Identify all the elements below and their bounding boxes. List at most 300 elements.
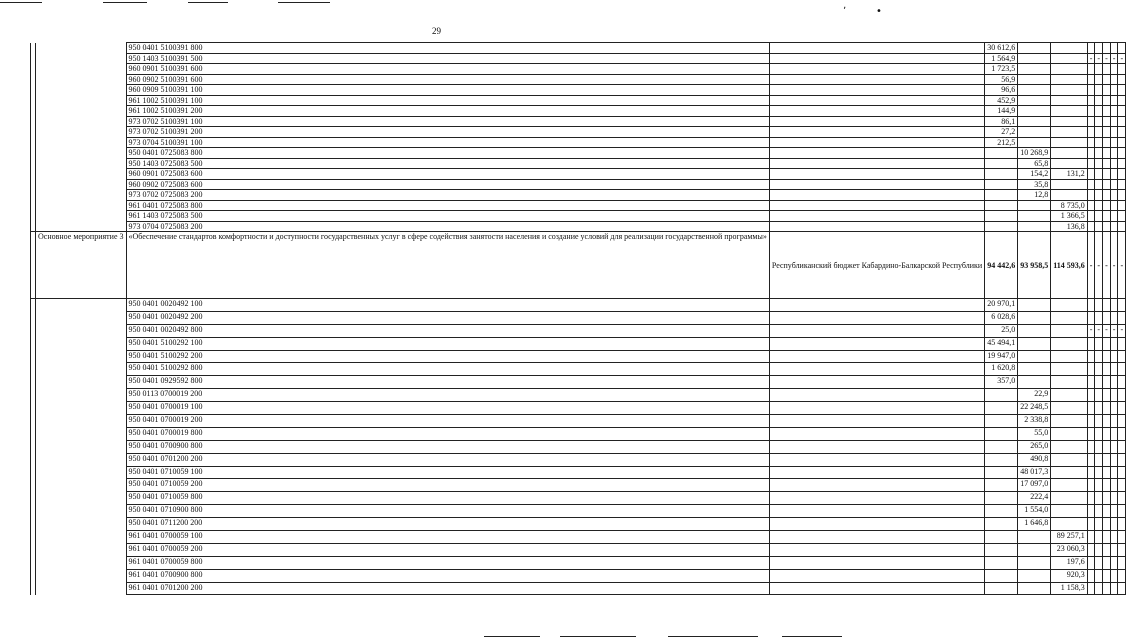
table-row — [31, 337, 1126, 350]
source-cell — [769, 169, 984, 180]
table-row — [31, 53, 1126, 64]
source-cell — [769, 569, 984, 582]
value-cell: 490,8 — [1018, 453, 1051, 466]
dash-cell — [1118, 74, 1126, 85]
source-cell — [769, 492, 984, 505]
value-cell: 1 564,9 — [985, 53, 1018, 64]
dash-cell — [1103, 148, 1111, 159]
budget-code-cell: 950 0401 0701200 200 — [126, 453, 769, 466]
dash-cell — [1103, 158, 1111, 169]
dash-cell — [1095, 453, 1103, 466]
value-cell — [1018, 64, 1051, 75]
source-cell — [769, 43, 984, 54]
source-cell — [769, 190, 984, 201]
table-row — [31, 440, 1126, 453]
dash-cell — [1118, 190, 1126, 201]
dash-cell — [1118, 492, 1126, 505]
dash-cell — [1103, 466, 1111, 479]
source-cell — [769, 479, 984, 492]
activity-label: Основное мероприятие 3 — [36, 232, 127, 299]
dash-cell — [1118, 440, 1126, 453]
table-row — [31, 427, 1126, 440]
row-spacer-cell — [36, 582, 127, 595]
budget-code-cell: 950 0401 5100391 800 — [126, 43, 769, 54]
value-cell: 1 620,8 — [985, 363, 1018, 376]
dash-cell — [1087, 543, 1095, 556]
table-row — [31, 43, 1126, 54]
dash-cell — [1103, 453, 1111, 466]
row-spacer-cell — [36, 169, 127, 180]
dash-cell — [1118, 116, 1126, 127]
value-cell: 20 970,1 — [985, 299, 1018, 312]
dash-cell — [1118, 453, 1126, 466]
value-cell: 48 017,3 — [1018, 466, 1051, 479]
value-cell — [985, 440, 1018, 453]
dash-cell — [1103, 505, 1111, 518]
value-cell: 23 060,3 — [1051, 543, 1088, 556]
table-body-bottom — [31, 299, 1126, 595]
dash-cell — [1103, 415, 1111, 428]
budget-code-cell: 961 1403 0725083 500 — [126, 211, 769, 222]
dash-cell — [1103, 299, 1111, 312]
dash-cell — [1103, 311, 1111, 324]
table-row — [31, 64, 1126, 75]
dash-cell — [1087, 453, 1095, 466]
dash-cell — [1118, 127, 1126, 138]
value-cell: 12,8 — [1018, 190, 1051, 201]
value-cell — [1018, 127, 1051, 138]
value-cell: 357,0 — [985, 376, 1018, 389]
dash-cell — [1095, 363, 1103, 376]
budget-code-cell: 961 0401 0701200 200 — [126, 582, 769, 595]
value-cell: 89 257,1 — [1051, 531, 1088, 544]
budget-code-cell: 961 0401 0700059 200 — [126, 543, 769, 556]
dash-cell — [1110, 211, 1118, 222]
dash-cell — [1087, 569, 1095, 582]
value-cell — [1051, 324, 1088, 337]
dash-cell — [1095, 85, 1103, 96]
funding-source: Республиканский бюджет Кабардино-Балкарской Республики — [769, 232, 984, 299]
table-body-activity — [31, 232, 1126, 299]
value-cell: 96,6 — [985, 85, 1018, 96]
dash-cell — [1110, 74, 1118, 85]
dash-cell — [1087, 116, 1095, 127]
value-cell: 452,9 — [985, 95, 1018, 106]
dash-cell — [1095, 427, 1103, 440]
row-spacer-cell — [36, 211, 127, 222]
dash-cell: - — [1118, 232, 1126, 299]
value-cell — [985, 492, 1018, 505]
dash-cell — [1087, 200, 1095, 211]
value-cell — [985, 179, 1018, 190]
budget-code-cell: 961 0401 0700059 800 — [126, 556, 769, 569]
source-cell — [769, 74, 984, 85]
dash-cell — [1087, 158, 1095, 169]
dash-cell — [1095, 299, 1103, 312]
dash-cell — [1095, 479, 1103, 492]
dash-cell — [1103, 337, 1111, 350]
dash-cell — [1110, 415, 1118, 428]
dash-cell — [1110, 402, 1118, 415]
source-cell — [769, 137, 984, 148]
value-cell — [1018, 350, 1051, 363]
table-row — [31, 505, 1126, 518]
value-cell — [1018, 200, 1051, 211]
table-row — [31, 531, 1126, 544]
value-cell: 8 735,0 — [1051, 200, 1088, 211]
source-cell — [769, 221, 984, 232]
dash-cell: - — [1095, 53, 1103, 64]
dash-cell — [1118, 299, 1126, 312]
dash-cell — [1118, 389, 1126, 402]
budget-code-cell: 960 0901 0725083 600 — [126, 169, 769, 180]
dash-cell — [1110, 85, 1118, 96]
value-cell: 56,9 — [985, 74, 1018, 85]
value-cell — [1051, 311, 1088, 324]
row-spacer-cell — [36, 179, 127, 190]
source-cell — [769, 95, 984, 106]
budget-code-cell: 973 0702 0725083 200 — [126, 190, 769, 201]
value-cell — [1018, 324, 1051, 337]
row-spacer-cell — [36, 389, 127, 402]
dash-cell — [1095, 582, 1103, 595]
dash-cell — [1095, 350, 1103, 363]
value-cell — [1051, 453, 1088, 466]
table-row — [31, 466, 1126, 479]
value-cell — [1018, 543, 1051, 556]
dash-cell — [1118, 106, 1126, 117]
source-cell — [769, 179, 984, 190]
value-cell — [1051, 95, 1088, 106]
value-cell: 86,1 — [985, 116, 1018, 127]
value-cell — [985, 518, 1018, 531]
dash-cell — [1118, 466, 1126, 479]
dash-cell — [1110, 582, 1118, 595]
value-cell — [1018, 337, 1051, 350]
scan-artifact-line — [484, 636, 540, 637]
dash-cell: - — [1103, 53, 1111, 64]
budget-code-cell: 950 0401 0929592 800 — [126, 376, 769, 389]
value-cell: 1 646,8 — [1018, 518, 1051, 531]
value-cell — [1051, 158, 1088, 169]
budget-code-cell: 960 0901 5100391 600 — [126, 64, 769, 75]
dash-cell — [1110, 492, 1118, 505]
row-spacer-cell — [36, 106, 127, 117]
dash-cell — [1110, 427, 1118, 440]
source-cell — [769, 556, 984, 569]
budget-code-cell: 950 0401 0020492 100 — [126, 299, 769, 312]
value-cell: 265,0 — [1018, 440, 1051, 453]
dash-cell — [1087, 479, 1095, 492]
dash-cell — [1095, 43, 1103, 54]
budget-code-cell: 950 0401 0700900 800 — [126, 440, 769, 453]
source-cell — [769, 466, 984, 479]
value-cell — [1051, 53, 1088, 64]
dash-cell — [1087, 350, 1095, 363]
budget-code-cell: 973 0702 5100391 100 — [126, 116, 769, 127]
value-cell — [1018, 95, 1051, 106]
dash-cell — [1103, 64, 1111, 75]
dash-cell — [1087, 106, 1095, 117]
row-spacer-cell — [36, 85, 127, 96]
dash-cell — [1087, 179, 1095, 190]
scan-artifact-line — [188, 2, 228, 3]
dash-cell — [1095, 127, 1103, 138]
dash-cell — [1103, 116, 1111, 127]
row-spacer-cell — [36, 53, 127, 64]
dash-cell — [1110, 158, 1118, 169]
dash-cell — [1118, 148, 1126, 159]
table-row — [31, 518, 1126, 531]
value-cell — [1018, 106, 1051, 117]
value-cell: 45 494,1 — [985, 337, 1018, 350]
table-row — [31, 299, 1126, 312]
budget-code-cell: 950 0401 0700019 100 — [126, 402, 769, 415]
dash-cell — [1095, 569, 1103, 582]
source-cell — [769, 415, 984, 428]
source-cell — [769, 148, 984, 159]
table-row — [31, 479, 1126, 492]
budget-code-cell: 973 0704 5100391 100 — [126, 137, 769, 148]
dash-cell — [1110, 376, 1118, 389]
budget-code-cell: 961 0401 0700900 800 — [126, 569, 769, 582]
dash-cell — [1110, 337, 1118, 350]
value-cell — [985, 148, 1018, 159]
value-cell — [1051, 337, 1088, 350]
dash-cell — [1103, 85, 1111, 96]
dash-cell — [1087, 427, 1095, 440]
value-cell — [1018, 531, 1051, 544]
dash-cell — [1087, 363, 1095, 376]
dash-cell — [1095, 221, 1103, 232]
dash-cell — [1103, 518, 1111, 531]
dash-cell: - — [1087, 232, 1095, 299]
value-cell — [1018, 299, 1051, 312]
row-spacer-cell — [36, 137, 127, 148]
dash-cell: - — [1118, 324, 1126, 337]
dash-cell: - — [1110, 53, 1118, 64]
value-cell — [1018, 137, 1051, 148]
value-cell — [985, 569, 1018, 582]
dash-cell — [1095, 169, 1103, 180]
dash-cell — [1118, 43, 1126, 54]
dash-cell — [1103, 479, 1111, 492]
dash-cell — [1087, 492, 1095, 505]
dash-cell — [1110, 556, 1118, 569]
dash-cell — [1087, 337, 1095, 350]
value-cell — [1051, 127, 1088, 138]
table-row — [31, 221, 1126, 232]
value-cell — [985, 453, 1018, 466]
dash-cell — [1110, 95, 1118, 106]
table-row — [31, 324, 1126, 337]
value-cell — [985, 190, 1018, 201]
budget-code-cell: 961 1002 5100391 100 — [126, 95, 769, 106]
value-cell: 55,0 — [1018, 427, 1051, 440]
source-cell — [769, 106, 984, 117]
table-row — [31, 453, 1126, 466]
dash-cell — [1087, 137, 1095, 148]
dash-cell — [1118, 531, 1126, 544]
dash-cell — [1095, 211, 1103, 222]
value-cell — [1018, 311, 1051, 324]
dash-cell — [1087, 505, 1095, 518]
row-spacer-cell — [36, 43, 127, 54]
value-cell: 222,4 — [1018, 492, 1051, 505]
value-cell — [1051, 427, 1088, 440]
value-cell: 10 268,9 — [1018, 148, 1051, 159]
dash-cell — [1118, 137, 1126, 148]
value-cell — [985, 200, 1018, 211]
dash-cell — [1095, 492, 1103, 505]
scan-artifact-line — [103, 2, 147, 3]
row-spacer-cell — [36, 440, 127, 453]
budget-code-cell: 950 0401 0725083 800 — [126, 148, 769, 159]
dash-cell — [1118, 337, 1126, 350]
value-cell: 22,9 — [1018, 389, 1051, 402]
dash-cell — [1118, 350, 1126, 363]
source-cell — [769, 543, 984, 556]
dash-cell: - — [1095, 324, 1103, 337]
dash-cell — [1087, 440, 1095, 453]
value-cell — [1051, 479, 1088, 492]
value-cell — [985, 169, 1018, 180]
dash-cell — [1087, 389, 1095, 402]
dash-cell — [1110, 148, 1118, 159]
scan-tick-mark: ʼ — [843, 6, 847, 17]
value-cell — [985, 402, 1018, 415]
dash-cell — [1087, 169, 1095, 180]
value-cell — [1018, 53, 1051, 64]
table-row — [31, 350, 1126, 363]
table-row — [31, 492, 1126, 505]
value-cell: 1 554,0 — [1018, 505, 1051, 518]
dash-cell — [1110, 569, 1118, 582]
source-cell — [769, 324, 984, 337]
value-cell — [1051, 350, 1088, 363]
dash-cell — [1095, 137, 1103, 148]
scan-artifact-line — [668, 636, 758, 637]
dash-cell — [1110, 505, 1118, 518]
dash-cell — [1103, 531, 1111, 544]
source-cell — [769, 402, 984, 415]
budget-code-cell: 950 0113 0700019 200 — [126, 389, 769, 402]
dash-cell — [1118, 427, 1126, 440]
dash-cell — [1110, 200, 1118, 211]
dash-cell — [1087, 85, 1095, 96]
source-cell — [769, 376, 984, 389]
source-cell — [769, 200, 984, 211]
budget-code-cell: 973 0704 0725083 200 — [126, 221, 769, 232]
table-row — [31, 582, 1126, 595]
row-spacer-cell — [36, 200, 127, 211]
source-cell — [769, 158, 984, 169]
row-spacer-cell — [36, 95, 127, 106]
source-cell — [769, 211, 984, 222]
value-cell — [985, 221, 1018, 232]
value-cell — [1018, 85, 1051, 96]
dash-cell — [1118, 200, 1126, 211]
source-cell — [769, 582, 984, 595]
row-spacer-cell — [36, 116, 127, 127]
dash-cell — [1087, 311, 1095, 324]
table-row — [31, 148, 1126, 159]
dash-cell — [1118, 569, 1126, 582]
value-cell: 144,9 — [985, 106, 1018, 117]
dash-cell — [1095, 518, 1103, 531]
source-cell — [769, 453, 984, 466]
source-cell — [769, 299, 984, 312]
dash-cell — [1087, 376, 1095, 389]
budget-code-cell: 950 0401 0020492 800 — [126, 324, 769, 337]
row-spacer-cell — [36, 127, 127, 138]
scan-artifact-line — [560, 636, 636, 637]
dash-cell: - — [1087, 324, 1095, 337]
value-cell — [985, 466, 1018, 479]
dash-cell — [1110, 179, 1118, 190]
dash-cell — [1110, 127, 1118, 138]
source-cell — [769, 350, 984, 363]
table-row — [31, 569, 1126, 582]
table-body-top — [31, 43, 1126, 232]
dash-cell — [1087, 415, 1095, 428]
table-row — [31, 106, 1126, 117]
budget-code-cell: 960 0909 5100391 100 — [126, 85, 769, 96]
dash-cell — [1103, 106, 1111, 117]
table-row — [31, 158, 1126, 169]
value-cell: 22 248,5 — [1018, 402, 1051, 415]
row-spacer-cell — [36, 479, 127, 492]
value-cell — [1051, 376, 1088, 389]
value-cell — [985, 158, 1018, 169]
dash-cell — [1110, 64, 1118, 75]
value-cell: 27,2 — [985, 127, 1018, 138]
value-cell: 1 723,5 — [985, 64, 1018, 75]
value-cell — [1051, 299, 1088, 312]
table-row — [31, 556, 1126, 569]
source-cell — [769, 427, 984, 440]
value-cell — [985, 543, 1018, 556]
activity-description: «Обеспечение стандартов комфортности и доступности государственных услуг в сфере содействия занятости населения и создание условий для реализации государственной программы» — [126, 232, 769, 299]
budget-code-cell: 961 0401 0700059 100 — [126, 531, 769, 544]
row-spacer-cell — [36, 337, 127, 350]
table-row — [31, 95, 1126, 106]
value-cell — [985, 479, 1018, 492]
dash-cell — [1095, 389, 1103, 402]
dash-cell — [1095, 64, 1103, 75]
dash-cell — [1118, 402, 1126, 415]
dash-cell — [1110, 116, 1118, 127]
dash-cell — [1087, 221, 1095, 232]
value-cell: 920,3 — [1051, 569, 1088, 582]
dash-cell — [1110, 221, 1118, 232]
dash-cell — [1103, 211, 1111, 222]
row-spacer-cell — [36, 350, 127, 363]
dash-cell: - — [1118, 53, 1126, 64]
budget-code-cell: 950 0401 5100292 100 — [126, 337, 769, 350]
dash-cell: - — [1103, 232, 1111, 299]
table-row — [31, 311, 1126, 324]
activity-row — [31, 232, 1126, 299]
dash-cell — [1110, 137, 1118, 148]
value-cell — [1018, 363, 1051, 376]
dash-cell — [1103, 95, 1111, 106]
dash-cell — [1110, 169, 1118, 180]
dash-cell — [1095, 106, 1103, 117]
dash-cell — [1118, 95, 1126, 106]
dash-cell — [1118, 211, 1126, 222]
value-cell — [985, 505, 1018, 518]
